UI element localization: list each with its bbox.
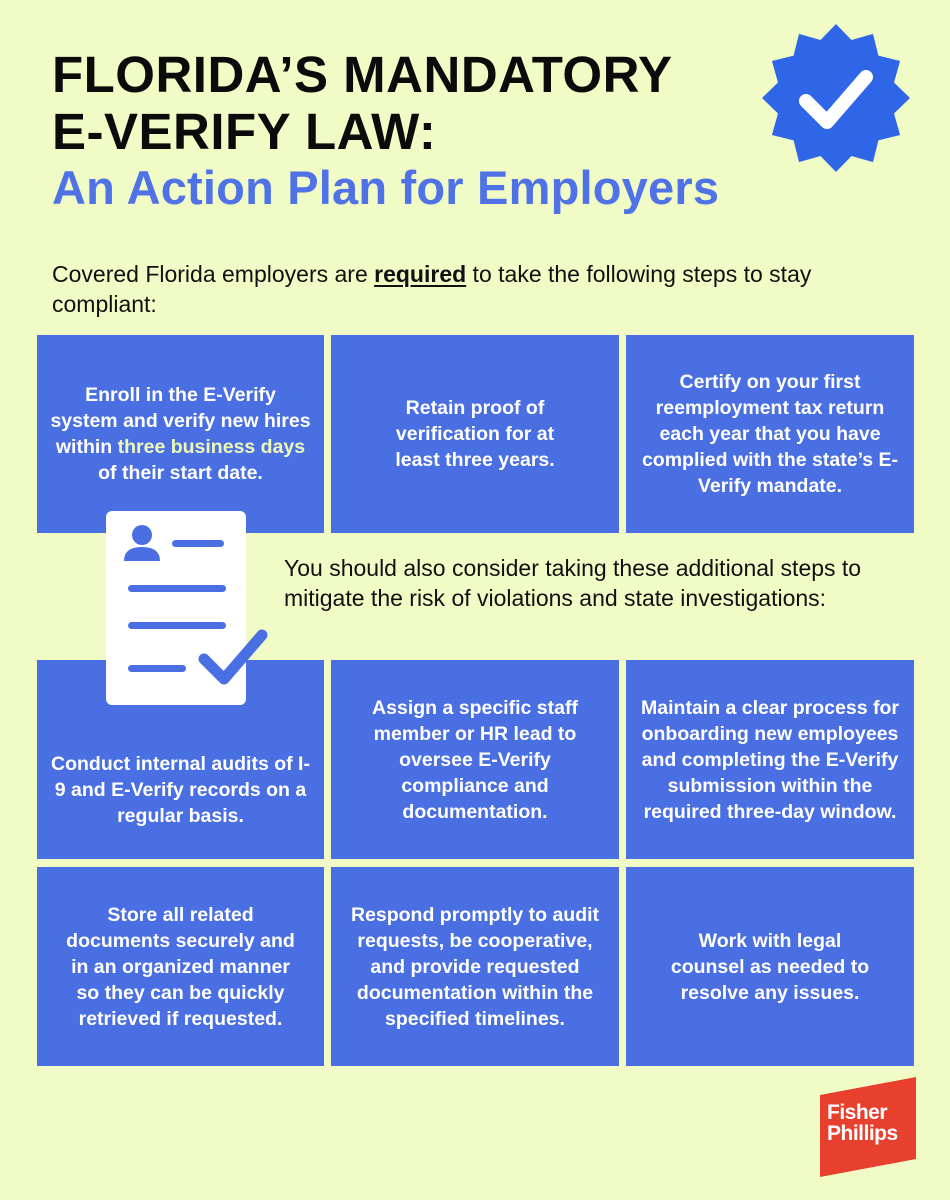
checked-document-icon [100, 505, 280, 710]
additional-step-3 [626, 660, 914, 859]
additional-step-6-text: Work with legal counsel as needed to resolve any issues. [670, 929, 870, 1004]
additional-step-3-text: Maintain a clear process for onboarding new employees and completing the E-Verify submission within the required three-day window. [641, 696, 899, 823]
additional-step-1-text: Conduct internal audits of I-9 and E-Verify records on a regular basis. [51, 752, 310, 827]
required-step-1-text [49, 382, 312, 486]
required-step-3-text: Certify on your first reemployment tax return each year that you have complied with the state’s E-Verify mandate. [641, 371, 899, 497]
required-step-3 [626, 335, 914, 533]
additional-step-4-text: Store all related documents securely and in an organized manner so they can be quickly retrieved if requested. [66, 903, 295, 1030]
logo-line-1: Fisher [827, 1101, 888, 1124]
page-subtitle: An Action Plan for Employers [52, 161, 720, 214]
intro-text [52, 259, 852, 319]
additional-step-6 [626, 867, 914, 1066]
verified-check-badge-icon [760, 22, 912, 174]
additional-step-2 [331, 660, 619, 859]
intro-before: Covered Florida employers are [52, 261, 375, 287]
additional-step-5 [331, 867, 619, 1066]
intro-emphasis: required [374, 261, 467, 287]
additional-step-4 [37, 867, 324, 1066]
required-step-1 [37, 335, 324, 533]
required-step-1-after: of their start date. [98, 462, 263, 484]
required-step-2-text: Retain proof of verification for at least three years. [395, 397, 555, 471]
page-title-line-2: E-VERIFY LAW: [52, 103, 437, 160]
intro-after: to take the following steps to stay compliant: [52, 261, 812, 317]
required-step-2 [331, 335, 619, 533]
additional-intro-text: You should also consider taking these additional steps to mitigate the risk of violations and state investigations: [284, 555, 862, 611]
logo-text [827, 1102, 917, 1144]
additional-step-2-text: Assign a specific staff member or HR lead to oversee E-Verify compliance and documentation. [372, 696, 578, 823]
title-block [52, 46, 772, 216]
additional-step-5-text: Respond promptly to audit requests, be cooperative, and provide requested documentation within the specified timelines. [350, 903, 600, 1030]
required-step-1-highlight: three business days [117, 436, 306, 458]
page-title-line-1: FLORIDA’S MANDATORY [52, 46, 673, 103]
required-step-1-before: Enroll in the E-Verify system and verify new hires within [50, 384, 311, 458]
logo-line-2: Phillips [827, 1122, 898, 1145]
